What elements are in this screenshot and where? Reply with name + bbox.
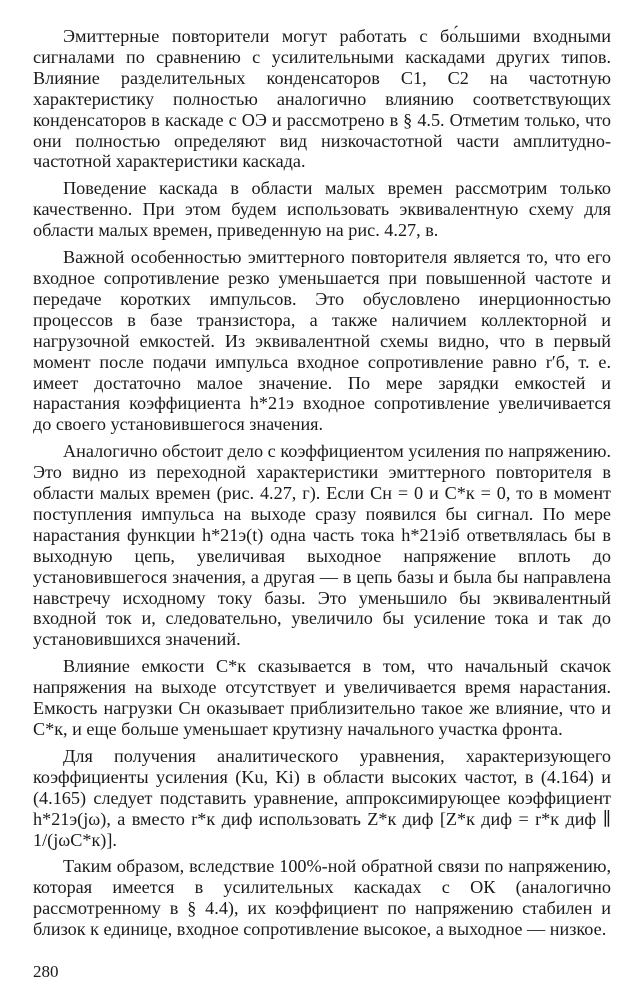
paragraph-4: Аналогично обстоит дело с коэффициентом усиления по напряжению. Это видно из переходной характеристики эмиттерного повторителя в области малых времен (рис. 4.27, г). Если Cн = 0 и C*к = 0, то в момент поступления импульса на выходе сразу появился бы сигнал. По мере нарастания функции h*21э(t) одна часть тока h*21эiб ответвлялась бы в выходную цепь, увеличивая выходное напряжение вплоть до установившегося значения, а другая — в цепь базы и была бы направлена навстречу исходному току базы. Это уменьшило бы эквивалентный входной ток и, следовательно, увеличило бы усиление тока и так до установившихся значений. [33, 441, 611, 650]
paragraph-2: Поведение каскада в области малых времен рассмотрим только качественно. При этом будем использовать эквивалентную схему для области малых времен, приведенную на рис. 4.27, в. [33, 178, 611, 241]
paragraph-1: Эмиттерные повторители могут работать с бо́льшими входными сигналами по сравнению с усилительными каскадами других типов. Влияние разделительных конденсаторов C1, C2 на частотную характеристику полностью аналогично влиянию соответствующих конденсаторов в каскаде с ОЭ и рассмотрено в § 4.5. Отметим только, что они полностью определяют вид низкочастотной части амплитудно-частотной характеристики каскада. [33, 26, 611, 172]
paragraph-7: Таким образом, вследствие 100%-ной обратной связи по напряжению, которая имеется в усилительных каскадах с ОК (аналогично рассмотренному в § 4.4), их коэффициент по напряжению стабилен и близок к единице, входное сопротивление высокое, а выходное — низкое. [33, 856, 611, 940]
page-body [33, 26, 611, 940]
paragraph-5: Влияние емкости C*к сказывается в том, что начальный скачок напряжения на выходе отсутствует и увеличивается время нарастания. Емкость нагрузки Cн оказывает приблизительно такое же влияние, что и C*к, и еще больше уменьшает крутизну начального участка фронта. [33, 656, 611, 739]
paragraph-6: Для получения аналитического уравнения, характеризующего коэффициенты усиления (Ku, Ki) в области высоких частот, в (4.164) и (4.165) следует подставить уравнение, аппроксимирующее коэффициент h*21э(jω), а вместо r*к диф использовать Z*к диф [Z*к диф = r*к диф ∥ 1/(jωC*к)]. [33, 745, 611, 850]
page-number: 280 [33, 962, 59, 981]
paragraph-3: Важной особенностью эмиттерного повторителя является то, что его входное сопротивление резко уменьшается при повышенной частоте и передаче коротких импульсов. Это обусловлено инерционностью процессов в базе транзистора, а также наличием коллекторной и нагрузочной емкостей. Из эквивалентной схемы видно, что в первый момент после подачи импульса входное сопротивление равно r′б, т. е. имеет достаточно малое значение. По мере зарядки емкостей и нарастания коэффициента h*21э входное сопротивление увеличивается до своего установившегося значения. [33, 247, 611, 435]
